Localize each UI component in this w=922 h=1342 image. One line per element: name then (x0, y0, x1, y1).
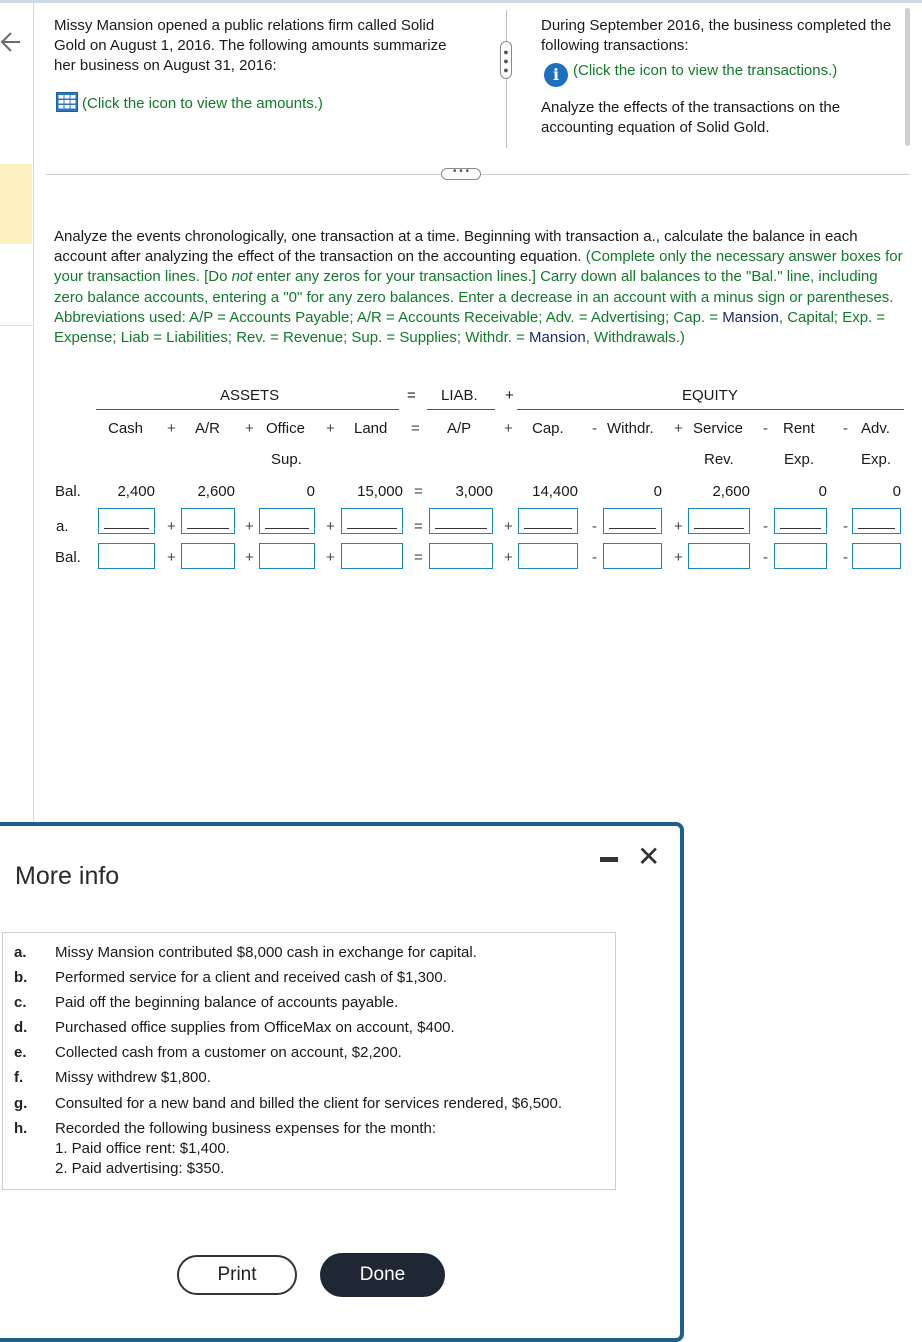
bal-adv-exp: 0 (892, 483, 901, 500)
bal-ar: 2,600 (197, 483, 235, 500)
bal-op: + (167, 549, 176, 566)
a-op: + (167, 518, 176, 535)
assets-header: ASSETS (220, 387, 280, 404)
back-arrow-icon[interactable] (0, 30, 22, 54)
header-equals: = (407, 387, 416, 404)
top-rule (0, 0, 922, 3)
a-adv-exp-input[interactable] (852, 508, 901, 534)
bal-office-sup-input[interactable] (259, 543, 315, 569)
col-rent: Rent (783, 420, 815, 437)
list-sub-item: 2. Paid advertising: $350. (55, 1160, 225, 1177)
bal-op: + (504, 549, 513, 566)
a-op: - (843, 518, 848, 535)
list-item: Recorded the following business expenses for the month: (55, 1120, 437, 1137)
scrollbar[interactable] (905, 8, 910, 146)
col-op: - (843, 420, 848, 437)
equity-underline (517, 409, 904, 410)
bal-op: - (763, 549, 768, 566)
a-land-input[interactable] (341, 508, 403, 534)
list-item: Consulted for a new band and billed the client for services rendered, $6,500. (55, 1095, 562, 1112)
left-divider (33, 0, 34, 822)
bal-ap-input[interactable] (429, 543, 493, 569)
a-op: - (763, 518, 768, 535)
analyze-text: Analyze the effects of the transactions on the accounting equation of Solid Gold. (541, 99, 841, 136)
bal-op: - (843, 549, 848, 566)
a-service-rev-input[interactable] (688, 508, 750, 534)
bal-equals: = (414, 483, 423, 500)
minimize-button[interactable] (600, 857, 618, 862)
list-item: Missy Mansion contributed $8,000 cash in exchange for capital. (55, 944, 477, 961)
amounts-link-label[interactable]: (Click the icon to view the amounts.) (82, 95, 323, 112)
col-office: Office (266, 420, 305, 437)
transactions-link-label[interactable]: (Click the icon to view the transactions.) (573, 62, 838, 79)
bal-land: 15,000 (357, 483, 403, 500)
instructions-mansion-1: Mansion (722, 308, 779, 326)
list-item: Collected cash from a customer on account, $2,200. (55, 1044, 402, 1061)
info-icon[interactable]: i (544, 63, 568, 87)
col-rent-2: Exp. (784, 451, 815, 468)
bal-withdr-input[interactable] (603, 543, 662, 569)
assets-underline (96, 409, 399, 410)
left-highlight (0, 164, 32, 244)
modal-title: More info (15, 862, 120, 890)
a-op: + (245, 518, 254, 535)
list-item-letter: f. (14, 1069, 24, 1086)
a-office-sup-input[interactable] (259, 508, 315, 534)
instructions (54, 227, 904, 348)
bal-op: + (674, 549, 683, 566)
a-op: + (326, 518, 335, 535)
liabilities-header: LIAB. (441, 387, 478, 404)
list-item-letter: e. (14, 1044, 27, 1061)
list-item: Performed service for a client and received cash of $1,300. (55, 969, 447, 986)
bal-op: + (245, 549, 254, 566)
vertical-splitter-handle[interactable]: ● ● ● (500, 41, 512, 79)
bal-ar-input[interactable] (181, 543, 235, 569)
instructions-mansion-2: Mansion (529, 329, 586, 347)
a-ar-input[interactable] (181, 508, 235, 534)
col-ap: A/P (447, 420, 472, 437)
row-label-a: a. (56, 518, 69, 535)
horizontal-splitter-handle[interactable]: • • • (441, 168, 481, 180)
close-button[interactable]: ✕ (637, 841, 661, 872)
print-button[interactable]: Print (177, 1255, 297, 1295)
list-item: Paid off the beginning balance of accounts payable. (55, 994, 399, 1011)
bal-land-input[interactable] (341, 543, 403, 569)
col-adv: Adv. (861, 420, 890, 437)
col-op: + (326, 420, 335, 437)
list-item: Missy withdrew $1,800. (55, 1069, 211, 1086)
intro-text: Missy Mansion opened a public relations firm called Solid Gold on August 1, 2016. The following amounts summarize her business on August 31, 2016: (54, 17, 447, 74)
col-service-2: Rev. (704, 451, 734, 468)
col-service: Service (693, 420, 744, 437)
header-plus: + (505, 387, 514, 404)
bal-cash: 2,400 (117, 483, 155, 500)
bal-withdr: 0 (653, 483, 662, 500)
col-office-2: Sup. (271, 451, 302, 468)
col-op: + (504, 420, 513, 437)
bal-op: + (326, 549, 335, 566)
bal-ap: 3,000 (455, 483, 493, 500)
table-grid-icon[interactable] (56, 92, 76, 112)
a-cash-input[interactable] (98, 508, 155, 534)
list-item-letter: g. (14, 1095, 28, 1112)
col-cash: Cash (108, 420, 144, 437)
col-op: = (411, 420, 420, 437)
a-rent-exp-input[interactable] (774, 508, 827, 534)
a-cap-input[interactable] (518, 508, 578, 534)
list-item-letter: b. (14, 969, 28, 986)
list-item-letter: c. (14, 994, 27, 1011)
a-withdr-input[interactable] (603, 508, 662, 534)
col-op: + (167, 420, 176, 437)
col-op: - (763, 420, 768, 437)
row-label-bal-end: Bal. (55, 549, 81, 566)
instructions-not: not (231, 268, 253, 286)
amounts-link[interactable] (56, 92, 323, 114)
a-ap-input[interactable] (429, 508, 493, 534)
a-op: + (674, 518, 683, 535)
bal-cash-input[interactable] (98, 543, 155, 569)
bal-op: = (414, 549, 423, 566)
col-op: + (674, 420, 683, 437)
a-op: - (592, 518, 597, 535)
left-line (0, 325, 33, 326)
col-adv-2: Exp. (861, 451, 892, 468)
col-op: + (245, 420, 254, 437)
list-sub-item: 1. Paid office rent: $1,400. (55, 1140, 230, 1157)
bal-rent-exp: 0 (818, 483, 827, 500)
instructions-green-3: , Capital; Exp. = Expense; Liab = Liabilities; Rev. = Revenue; Sup. = Supplies; Withdr. = (54, 308, 886, 347)
col-cap: Cap. (532, 420, 564, 437)
transactions-link[interactable] (544, 61, 837, 87)
bal-office-sup: 0 (306, 483, 315, 500)
equity-header: EQUITY (682, 387, 738, 404)
col-land: Land (354, 420, 388, 437)
liabilities-underline (427, 409, 495, 410)
col-withdr: Withdr. (607, 420, 654, 437)
bal-adv-exp-input[interactable] (852, 543, 901, 569)
bal-service-rev-input[interactable] (688, 543, 750, 569)
list-item-letter: a. (14, 944, 27, 961)
row-label-bal: Bal. (55, 483, 81, 500)
done-button[interactable]: Done (320, 1253, 445, 1297)
bal-cap: 14,400 (532, 483, 578, 500)
a-op: = (414, 518, 423, 535)
instructions-green-4: , Withdrawals.) (585, 329, 685, 347)
a-op: + (504, 518, 513, 535)
bal-service-rev: 2,600 (712, 483, 750, 500)
instructions-green-1: (Complete only the necessary answer boxes for your transaction lines. [Do (54, 248, 903, 286)
list-item: Purchased office supplies from OfficeMax on account, $400. (55, 1019, 455, 1036)
bal-rent-exp-input[interactable] (774, 543, 827, 569)
instructions-green-2: enter any zeros for your transaction lines.] Carry down all balances to the "Bal." line, including zero balance accounts, entering a "0" for any zero balances. Enter a decrease in an account with a minus sign or parentheses. Abbreviations used: A/P = Accounts Payable; A/R = Accounts Receivable; Adv. = Advertising; Cap. = (54, 268, 894, 326)
instructions-lead: Analyze the events chronologically, one transaction at a time. Beginning with transaction a., calculate the balance in each account after analyzing the effect of the transaction on the accounting equation. (54, 228, 858, 266)
transactions-intro: During September 2016, the business completed the following transactions: (541, 17, 892, 54)
bal-cap-input[interactable] (518, 543, 578, 569)
list-item-letter: d. (14, 1019, 28, 1036)
bal-op: - (592, 549, 597, 566)
vertical-splitter (506, 10, 507, 148)
col-ar: A/R (195, 420, 221, 437)
list-item-letter: h. (14, 1120, 28, 1137)
col-op: - (592, 420, 597, 437)
